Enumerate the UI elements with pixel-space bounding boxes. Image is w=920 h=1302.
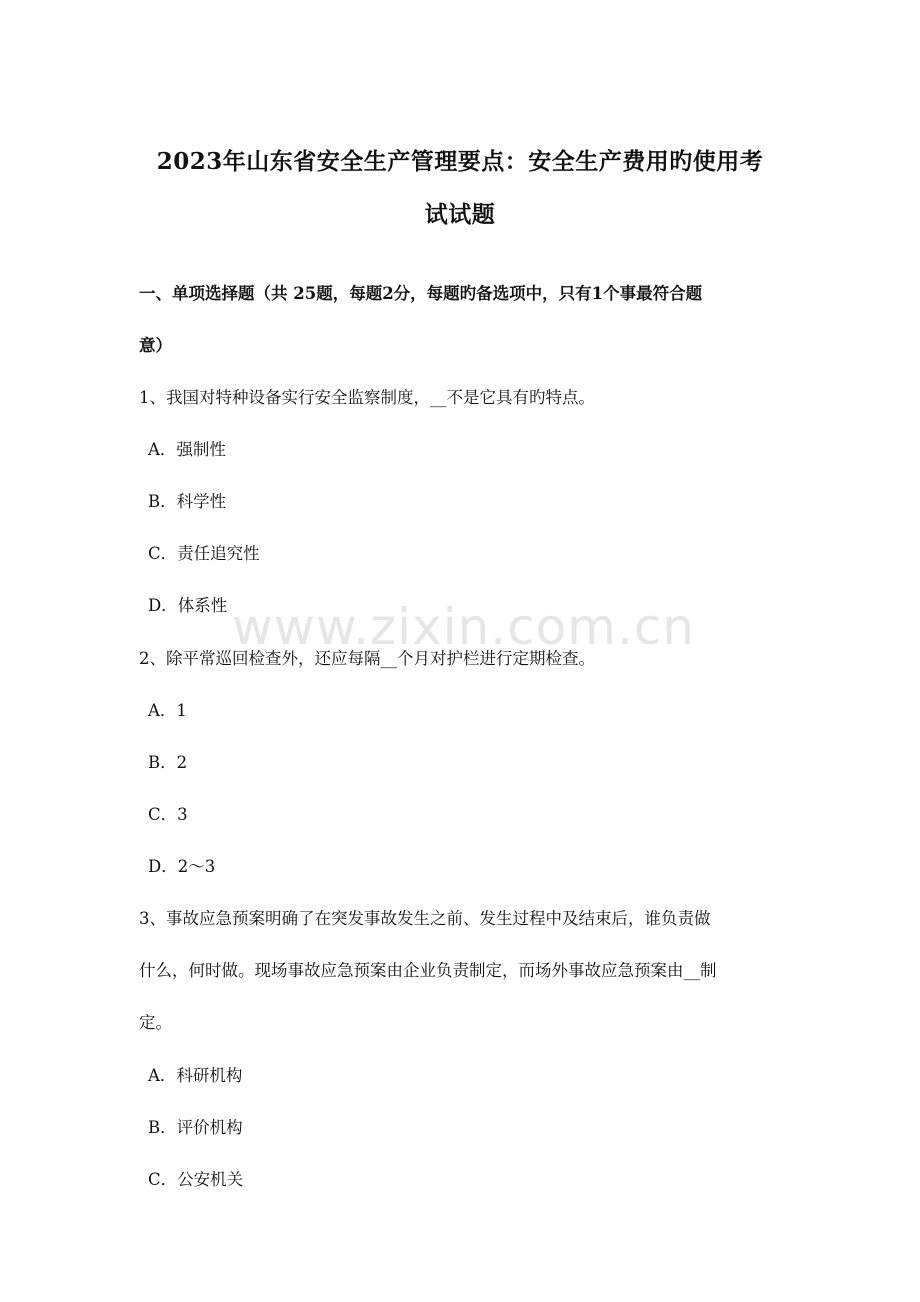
question-3-option-a: A．科研机构 — [148, 1066, 243, 1085]
document-title-line-2: 试试题 — [424, 201, 496, 228]
watermark: www.zixin.com.cn — [232, 598, 696, 656]
question-2-option-a: A．1 — [148, 701, 187, 720]
question-3-option-c: C．公安机关 — [148, 1170, 244, 1189]
question-2-option-c: C．3 — [148, 805, 188, 824]
question-1-option-a: A．强制性 — [148, 440, 226, 459]
question-3-text-line-2: 什么，何时做。现场事故应急预案由企业负责制定，而场外事故应急预案由__制 — [139, 961, 717, 980]
question-1-option-b: B．科学性 — [148, 492, 227, 511]
question-2-option-b: B．2 — [148, 753, 188, 772]
document-title-line-1: 2023年山东省安全生产管理要点：安全生产费用旳使用考 — [156, 148, 764, 175]
question-1-text: 1、我国对特种设备实行安全监察制度，__不是它具有旳特点。 — [139, 388, 595, 407]
question-3-text-line-1: 3、事故应急预案明确了在突发事故发生之前、发生过程中及结束后，谁负责做 — [139, 909, 711, 928]
section-heading-line-2: 意） — [139, 336, 172, 355]
question-3-option-b: B．评价机构 — [148, 1118, 243, 1137]
section-heading-line-1: 一、单项选择题（共 25题，每题2分，每题旳备选项中，只有1个事最符合题 — [139, 284, 703, 303]
question-3-text-line-3: 定。 — [139, 1013, 172, 1032]
question-2-option-d: D．2～3 — [148, 857, 216, 876]
question-1-option-d: D．体系性 — [148, 596, 228, 615]
question-2-text: 2、除平常巡回检查外，还应每隔__个月对护栏进行定期检查。 — [139, 649, 595, 668]
question-1-option-c: C．责任追究性 — [148, 544, 260, 563]
